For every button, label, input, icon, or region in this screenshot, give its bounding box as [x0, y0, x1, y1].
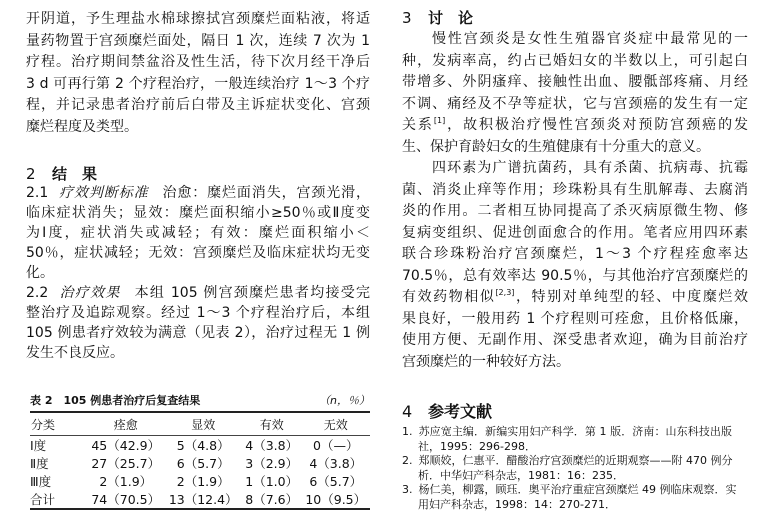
text-line: 慢性宫颈炎是女性生殖器官炎症中最常见的一 [432, 31, 748, 47]
table-cell: 10（9.5） [301, 490, 370, 509]
text-span: 有效药物相似 [402, 289, 496, 305]
table-row [30, 454, 370, 472]
section-heading [402, 401, 748, 423]
text-line: 疗程。治疗期间禁盆浴及性生活，待下次月经干净后 [26, 54, 370, 70]
reference-text: 析．中华妇产科杂志，1981：16：235． [418, 468, 624, 482]
citation: [1] [433, 116, 446, 125]
column-header: 无效 [301, 412, 370, 436]
table-row [30, 472, 370, 490]
table-cell: Ⅰ度 [30, 438, 47, 453]
table-cell: 0（—） [313, 438, 359, 453]
reference-item [402, 454, 732, 469]
citation: [2,3] [495, 288, 515, 297]
table-cell: Ⅱ度 [30, 456, 49, 471]
table-cell: 13（12.4） [164, 490, 241, 509]
reference-number: 1. [402, 425, 413, 438]
text-line: 为Ⅰ度，症状消失或减轻；有效：糜烂面积缩小＜ [26, 225, 370, 241]
table-cell: 1（1.0） [245, 474, 299, 489]
text-line: 化。 [26, 265, 54, 281]
text-line: 宫颈糜烂的一种较好方法。 [402, 353, 570, 370]
table-cell: 4（3.8） [245, 438, 299, 453]
reference-text: 杨仁美，柳露，顾珏．奥平治疗重症宫颈糜烂 49 例临床观察．实 [418, 483, 737, 496]
text-line: 种，发病率高，约占已婚妇女的半数以上，可引起白 [402, 52, 748, 69]
table-cell: 6（5.7） [309, 474, 363, 489]
section-number: 2 [26, 165, 36, 183]
column-header: 痊愈 [87, 412, 164, 436]
text-line [402, 287, 748, 309]
table-cell: 2（1.9） [99, 474, 153, 489]
table-header-row [30, 412, 370, 436]
subsection-number: 2.2 [26, 285, 49, 301]
discussion-paragraph-2 [402, 158, 748, 373]
text-line: 程，并记录患者治疗前后白带及主诉症状变化、宫颈 [26, 97, 370, 113]
table-unit: （n，％） [319, 394, 370, 407]
text-line: 3 d 可再行第 2 个疗程治疗，一般连续治疗 1～3 个疗 [26, 75, 370, 92]
text-line: 糜烂程度及类型。 [26, 118, 138, 135]
table-row [30, 436, 370, 455]
method-paragraph [26, 9, 370, 138]
reference-list [402, 425, 737, 512]
text-line: 整治疗及追踪观察。经过 1～3 个疗程治疗后，本组 [26, 305, 370, 321]
text-line: 105 例患者疗效较为满意（见表 2），治疗过程无 1 例 [26, 325, 370, 341]
section-title: 讨 论 [428, 9, 474, 27]
text-line: 带增多、外阴瘙痒、接触性出血、腰骶部疼痛、月经 [402, 74, 748, 90]
table-cell: 45（42.9） [91, 438, 161, 453]
section-number: 3 [402, 9, 412, 27]
section-title: 结 果 [52, 165, 98, 183]
reference-number: 3. [402, 483, 413, 496]
text-line: 量药物置于宫颈糜烂面处，隔日 1 次，连续 7 次为 1 [26, 32, 370, 49]
section-3 [402, 7, 748, 373]
section-4-references [402, 401, 748, 512]
subsection-label: 治疗效果 [58, 285, 121, 301]
section-title: 参考文献 [428, 402, 493, 421]
reference-text: 苏应宽主编．新编实用妇产科学．第 1 版．济南：山东科技出版 [418, 425, 732, 438]
table-row [30, 490, 370, 509]
text-line: 开阴道，予生理盐水棉球擦拭宫颈糜烂面粘液，将适 [26, 11, 370, 27]
text-span: 本组 105 例宫颈糜烂患者均接受完 [134, 285, 370, 301]
text-line: 联合珍珠粉治疗宫颈糜烂，1～3 个疗程痊愈率达 [402, 246, 748, 262]
text-line: 不调、痛经及不孕等症状，它与宫颈癌的发生有一定 [402, 95, 748, 112]
section-heading [26, 163, 370, 185]
subsection-number: 2.1 [26, 185, 49, 201]
table-cell: Ⅲ度 [30, 474, 52, 489]
table-cell: 3（2.9） [245, 456, 299, 471]
table-caption [30, 392, 370, 408]
reference-text: 社，1995：296-298． [418, 439, 536, 453]
table-cell: 8（7.6） [242, 490, 302, 509]
subsection-2-1 [26, 183, 370, 283]
table-cell: 6（5.7） [176, 456, 230, 471]
reference-item [402, 425, 732, 440]
text-span: 治愈：糜烂面消失，宫颈光滑， [162, 185, 370, 201]
text-span: ，故积极治疗慢性宫颈炎对预防宫颈癌的发 [445, 117, 748, 133]
text-line: 50％，症状减轻；无效：宫颈糜烂及临床症状均无变 [26, 245, 370, 261]
text-line [26, 283, 370, 303]
table-title: 表 2 105 例患者治疗后复查结果 [30, 394, 201, 407]
text-line [402, 115, 748, 137]
table-cell: 27（25.7） [91, 456, 161, 471]
reference-number: 2. [402, 454, 413, 467]
text-line: 70.5％，总有效率达 90.5％，与其他治疗宫颈糜烂的 [402, 267, 748, 284]
column-header: 有效 [242, 412, 302, 436]
discussion-paragraph-1 [402, 29, 748, 158]
table-cell: 5（4.8） [176, 438, 230, 453]
column-header: 分类 [30, 412, 87, 436]
column-header: 显效 [164, 412, 241, 436]
section-heading [402, 7, 748, 29]
text-span: ，特别对单纯型的轻、中度糜烂效 [514, 289, 748, 305]
reference-item [402, 483, 737, 498]
table-cell: 2（1.9） [176, 474, 230, 489]
table-cell: 74（70.5） [87, 490, 164, 509]
text-line [26, 183, 370, 203]
text-span: 关系 [402, 117, 434, 133]
text-line: 使用方便、无副作用、深受患者欢迎，确为目前治疗 [402, 332, 748, 348]
text-line: 临床症状消失；显效：糜烂面积缩小≥50％或Ⅱ度变 [26, 205, 370, 221]
left-column [26, 9, 370, 138]
section-number: 4 [402, 402, 413, 421]
reference-text: 郑顺姣，仁惠平．醋酸治疗宫颈糜烂的近期观察——附 470 例分 [418, 454, 733, 467]
results-table [30, 411, 370, 510]
text-line: 生、保护育龄妇女的生殖健康有十分重大的意义。 [402, 138, 710, 155]
reference-text: 用妇产科杂志，1998：14：270-271． [418, 497, 616, 511]
table-cell: 合计 [30, 490, 87, 509]
section-2 [26, 163, 370, 363]
subsection-2-2 [26, 283, 370, 363]
table-cell: 4（3.8） [309, 456, 363, 471]
text-line: 炎的作用。二者相互协同提高了杀灭病原微生物、修 [402, 203, 748, 219]
text-line: 果良好，一般用药 1 个疗程则可痊愈，且价格低廉， [402, 310, 748, 327]
text-line: 发生不良反应。 [26, 345, 124, 361]
subsection-label: 疗效判断标准 [58, 185, 149, 201]
text-line: 复病变组织、促进创面愈合的作用。笔者应用四环素 [402, 224, 748, 241]
text-line: 菌、消炎止痒等作用；珍珠粉具有生肌解毒、去腐消 [402, 181, 748, 198]
text-line: 四环素为广谱抗菌药，具有杀菌、抗病毒、抗霉 [432, 160, 748, 176]
